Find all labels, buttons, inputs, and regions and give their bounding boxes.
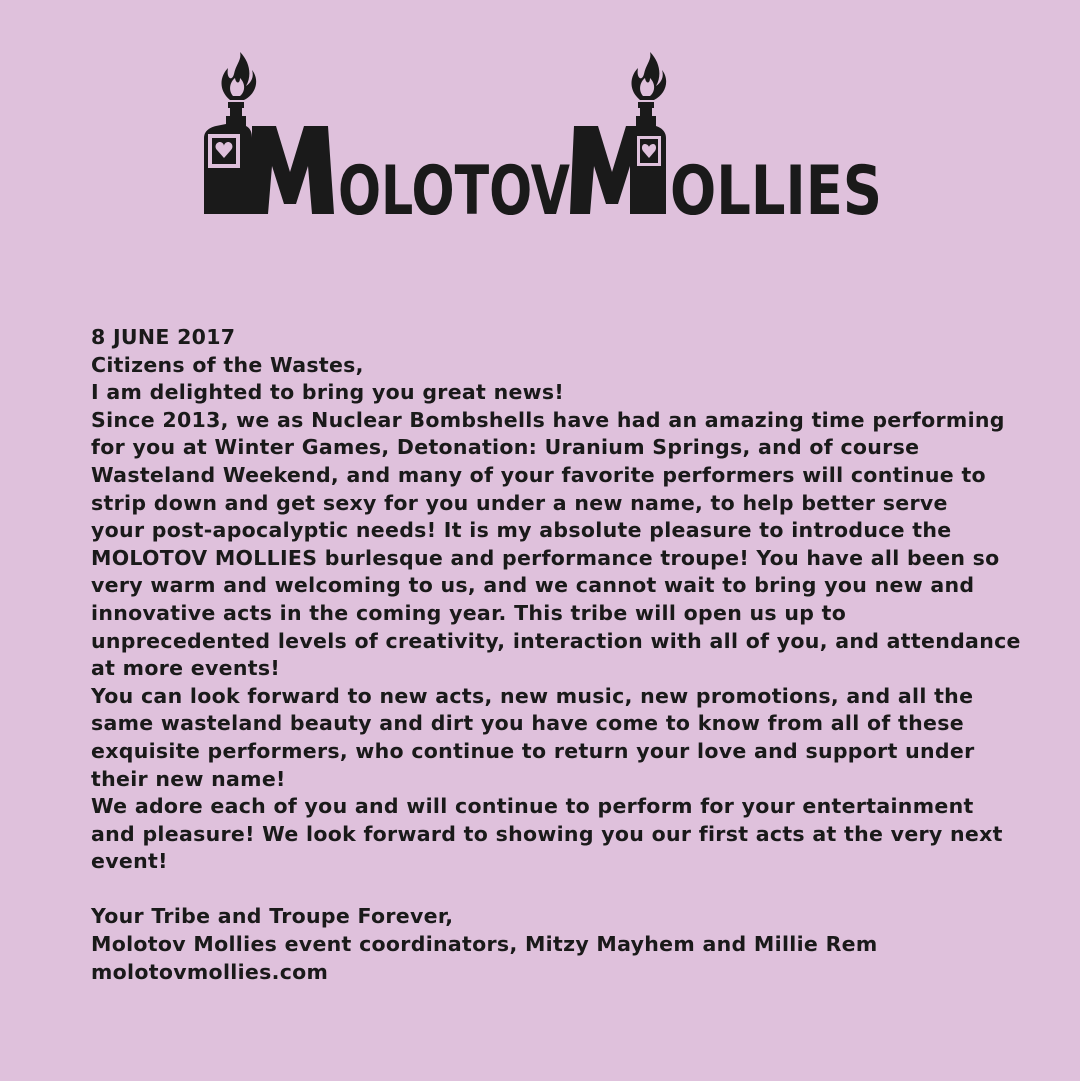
letter-signature: Molotov Mollies event coordinators, Mitzy Mayhem and Millie Rem [91,932,878,957]
paragraph-line: Wasteland Weekend, and many of your favorite performers will continue to [91,462,986,487]
logo-word-ollies: OLLIES [670,152,882,231]
paragraph-line: very warm and welcoming to us, and we cannot wait to bring you new and [91,573,975,598]
paragraph-line: same wasteland beauty and dirt you have come to know from all of these [91,711,964,736]
paragraph-line: exquisite performers, who continue to return your love and support under [91,738,975,763]
logo-letter-m [252,126,334,214]
paragraph-line: and pleasure! We look forward to showing you our first acts at the very next [91,821,1003,846]
paragraph-line: their new name! [91,766,286,791]
bottle-icon [204,102,252,214]
announcement-letter [91,324,1021,986]
paragraph-line: your post-apocalyptic needs! It is my absolute pleasure to introduce the [91,518,952,543]
flame-icon [222,52,257,100]
paragraph-line: unprecedented levels of creativity, interaction with all of you, and attendance [91,628,1021,653]
logo-graphic [190,52,890,231]
website-text: molotovmollies.com [91,959,329,984]
logo-word-olotov: OLOTOV [338,152,571,231]
bottle-icon-2 [630,102,666,214]
paragraph-line: at more events! [91,656,280,681]
molotov-mollies-logo [190,52,890,231]
letter-salutation: Citizens of the Wastes, [91,352,364,377]
letter-intro: I am delighted to bring you great news! [91,380,565,405]
paragraph-line: MOLOTOV MOLLIES burlesque and performance troupe! You have all been so [91,545,1000,570]
spacer [91,876,991,904]
paragraph-line: innovative acts in the coming year. This tribe will open us up to [91,600,847,625]
paragraph-line: strip down and get sexy for you under a new name, to help better serve [91,490,948,515]
paragraph-line: Since 2013, we as Nuclear Bombshells have had an amazing time performing [91,407,1005,432]
letter-closing: Your Tribe and Troupe Forever, [91,904,454,929]
letter-date: 8 JUNE 2017 [91,325,236,349]
paragraph-line: for you at Winter Games, Detonation: Uranium Springs, and of course [91,435,920,460]
flame-icon-2 [632,52,667,100]
paragraph-line: event! [91,849,168,874]
paragraph-line: You can look forward to new acts, new music, new promotions, and all the [91,683,974,708]
paragraph-line: We adore each of you and will continue to perform for your entertainment [91,794,974,819]
